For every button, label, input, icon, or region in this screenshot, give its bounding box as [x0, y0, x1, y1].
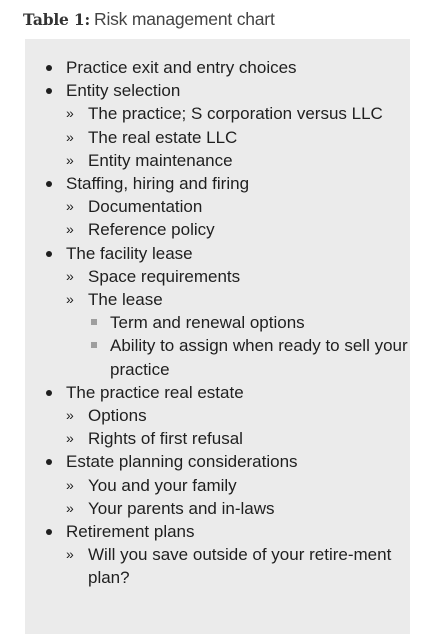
sub-list-item: [66, 195, 410, 218]
bullet-marker: [46, 181, 52, 187]
sub-list-item-text: Will you save outside of your retire-ment plan?: [88, 545, 392, 588]
sub-list-item-text: The real estate LLC: [88, 127, 238, 147]
table-title: Risk management chart: [94, 9, 275, 29]
list-item: [25, 79, 410, 172]
sub-sub-list-item: [88, 334, 410, 380]
sub-list-item-text: Entity maintenance: [88, 150, 233, 170]
double-chevron-marker: »: [66, 198, 74, 215]
list-item-text: Staffing, hiring and firing: [66, 174, 250, 194]
sub-list: [66, 195, 410, 241]
risk-management-panel: [25, 39, 410, 634]
double-chevron-marker: »: [66, 151, 74, 168]
sub-list: [66, 474, 410, 520]
table-caption: [23, 6, 275, 32]
table-number-label: Table 1:: [23, 10, 90, 29]
sub-list-item-text: Your parents and in-laws: [88, 498, 275, 518]
double-chevron-marker: »: [66, 267, 74, 284]
double-chevron-marker: »: [66, 476, 74, 493]
bullet-marker: [46, 251, 52, 257]
double-chevron-marker: »: [66, 128, 74, 145]
sub-sub-list: [88, 311, 410, 381]
double-chevron-marker: »: [66, 499, 74, 516]
list-item-text: Estate planning considerations: [66, 452, 298, 472]
bullet-marker: [46, 529, 52, 535]
sub-list-item: [66, 218, 410, 241]
list-item-text: Practice exit and entry choices: [66, 58, 297, 77]
bullet-marker: [46, 390, 52, 396]
sub-list-item: [66, 474, 410, 497]
list-item: [25, 450, 410, 520]
sub-list-item: [66, 149, 410, 172]
double-chevron-marker: »: [66, 105, 74, 122]
sub-list-item-text: Rights of first refusal: [88, 429, 243, 449]
bullet-marker: [46, 88, 52, 94]
sub-list-item: [66, 126, 410, 149]
list-item-text: Retirement plans: [66, 522, 195, 542]
sub-list-item-text: Space requirements: [88, 266, 241, 286]
sub-list-item-text: Options: [88, 406, 147, 426]
list-item: [25, 172, 410, 242]
sub-list-item: [66, 543, 410, 589]
sub-sub-list-item-text: Term and renewal options: [110, 313, 305, 333]
list-item-text: The facility lease: [66, 243, 193, 263]
double-chevron-marker: »: [66, 407, 74, 424]
square-marker: [91, 319, 97, 325]
sub-list-item-text: The practice; S corporation versus LLC: [88, 104, 383, 124]
sub-sub-list-item-text: Ability to assign when ready to sell your practice: [110, 336, 408, 379]
list-item: [25, 242, 410, 381]
sub-list-item-text: Reference policy: [88, 220, 215, 240]
sub-list-item: [66, 427, 410, 450]
sub-list-item: [66, 265, 410, 288]
sub-list-item: [66, 288, 410, 381]
double-chevron-marker: »: [66, 430, 74, 447]
sub-list-item: [66, 404, 410, 427]
bullet-marker: [46, 459, 52, 465]
list-item: [25, 520, 410, 590]
sub-list: [66, 404, 410, 450]
sub-list-item-text: The lease: [88, 290, 163, 310]
double-chevron-marker: »: [66, 291, 74, 308]
list-item-text: The practice real estate: [66, 382, 244, 402]
sub-list-item: [66, 102, 410, 125]
risk-checklist: [25, 56, 410, 590]
double-chevron-marker: »: [66, 546, 74, 563]
sub-list: [66, 543, 410, 589]
sub-list: [66, 265, 410, 381]
bullet-marker: [46, 65, 52, 71]
sub-list-item-text: You and your family: [88, 475, 237, 495]
sub-list-item: [66, 497, 410, 520]
list-item: [25, 56, 410, 79]
list-item-text: Entity selection: [66, 81, 181, 101]
list-item: [25, 381, 410, 451]
square-marker: [91, 342, 97, 348]
double-chevron-marker: »: [66, 221, 74, 238]
sub-list: [66, 102, 410, 172]
sub-sub-list-item: [88, 311, 410, 334]
sub-list-item-text: Documentation: [88, 197, 203, 217]
